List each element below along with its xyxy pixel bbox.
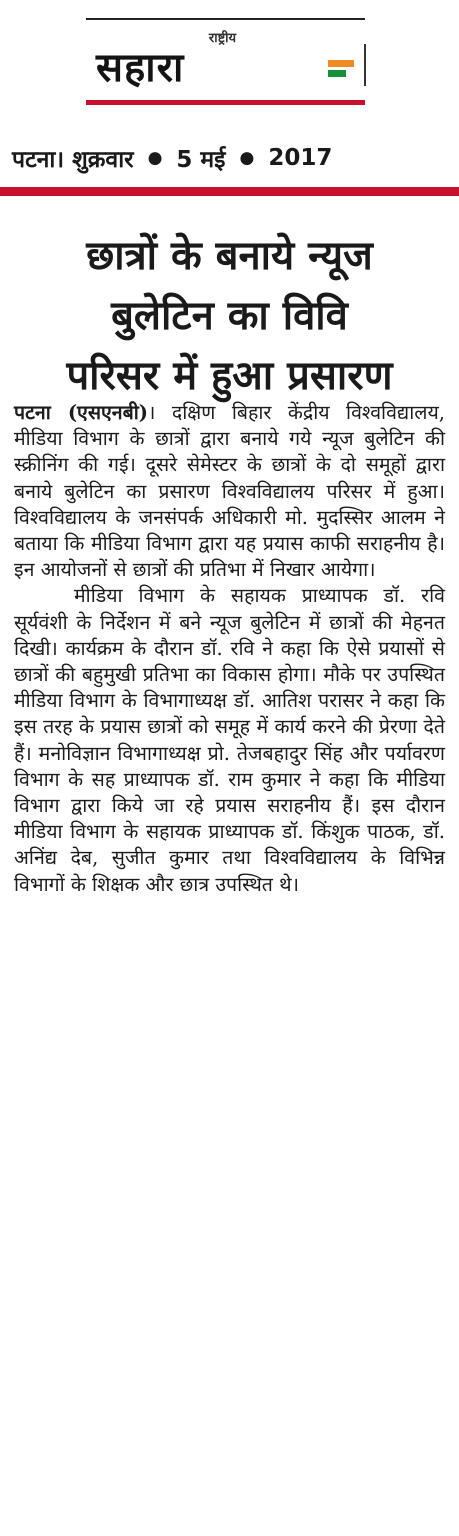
- paragraph-text: । दक्षिण बिहार केंद्रीय विश्वविद्यालय, मीडिया विभाग के छात्रों द्वारा बनाये गये न्यूज बुलेटिन की स्क्रीनिंग की गई। दूसरे सेमेस्टर के छात्रों के दो समूहों द्वारा बनाये बुलेटिन का प्रसारण विश्वविद्यालय परिसर में हुआ। विश्वविद्यालय के जनसंपर्क अधिकारी मो. मुदस्सिर आलम ने बताया कि मीडिया विभाग द्वारा यह प्रयास काफी सराहनीय है। इन आयोजनों से छात्रों की प्रतिभा में निखार आयेगा।: [14, 401, 446, 582]
- masthead-red-rule: [86, 100, 365, 105]
- masthead-logo: सहारा: [96, 45, 185, 91]
- dateline-red-band: [0, 187, 459, 196]
- article-paragraph: मीडिया विभाग के सहायक प्राध्यापक डॉ. रवि सूर्यवंशी के निर्देशन में बने न्यूज बुलेटिन में छात्रों की मेहनत दिखी। कार्यक्रम के दौरान डॉ. रवि ने कहा कि ऐसे प्रयासों से छात्रों की बहुमुखी प्रतिभा का विकास होगा। मौके पर उपस्थित मीडिया विभाग के विभागाध्यक्ष डॉ. आतिश परासर ने कहा कि इस तरह के प्रयास छात्रों को समूह में कार्य करने की प्रेरणा देते हैं। मनोविज्ञान विभागाध्यक्ष प्रो. तेजबहादुर सिंह और पर्यावरण विभाग के सह प्राध्यापक डॉ. राम कुमार ने कहा कि मीडिया विभाग द्वारा किये जा रहे प्रयास सराहनीय हैं। इस दौरान मीडिया विभाग के सहायक प्राध्यापक डॉ. किंशुक पाठक, डॉ. अनिंद्य देब, सुजीत कुमार तथा विश्वविद्यालय के विभिन्न विभागों के शिक्षक और छात्र उपस्थित थे।: [14, 584, 445, 896]
- dateline-year: 2017: [268, 145, 333, 171]
- bullet-icon: ●: [147, 148, 163, 168]
- article-headline: [14, 226, 445, 406]
- flag-icon: [328, 60, 354, 82]
- flag-green-stripe: [328, 70, 346, 77]
- masthead-divider: [364, 44, 366, 86]
- masthead-tagline: राष्ट्रीय: [208, 31, 237, 46]
- masthead: [80, 14, 365, 106]
- masthead-top-rule: [86, 18, 365, 20]
- headline-line: बुलेटिन का विवि: [111, 293, 348, 339]
- dateline-date: 5 मई: [176, 147, 226, 173]
- headline-line: परिसर में हुआ प्रसारण: [66, 353, 393, 399]
- dateline-city-day: पटना। शुक्रवार: [12, 147, 134, 173]
- bullet-icon: ●: [239, 148, 255, 168]
- byline: पटना (एसएनबी): [14, 401, 149, 424]
- flag-saffron-stripe: [328, 60, 354, 67]
- article-body: [14, 400, 445, 898]
- dateline: [12, 138, 447, 178]
- headline-line: छात्रों के बनाये न्यूज: [86, 233, 373, 279]
- article-paragraph: [14, 400, 445, 583]
